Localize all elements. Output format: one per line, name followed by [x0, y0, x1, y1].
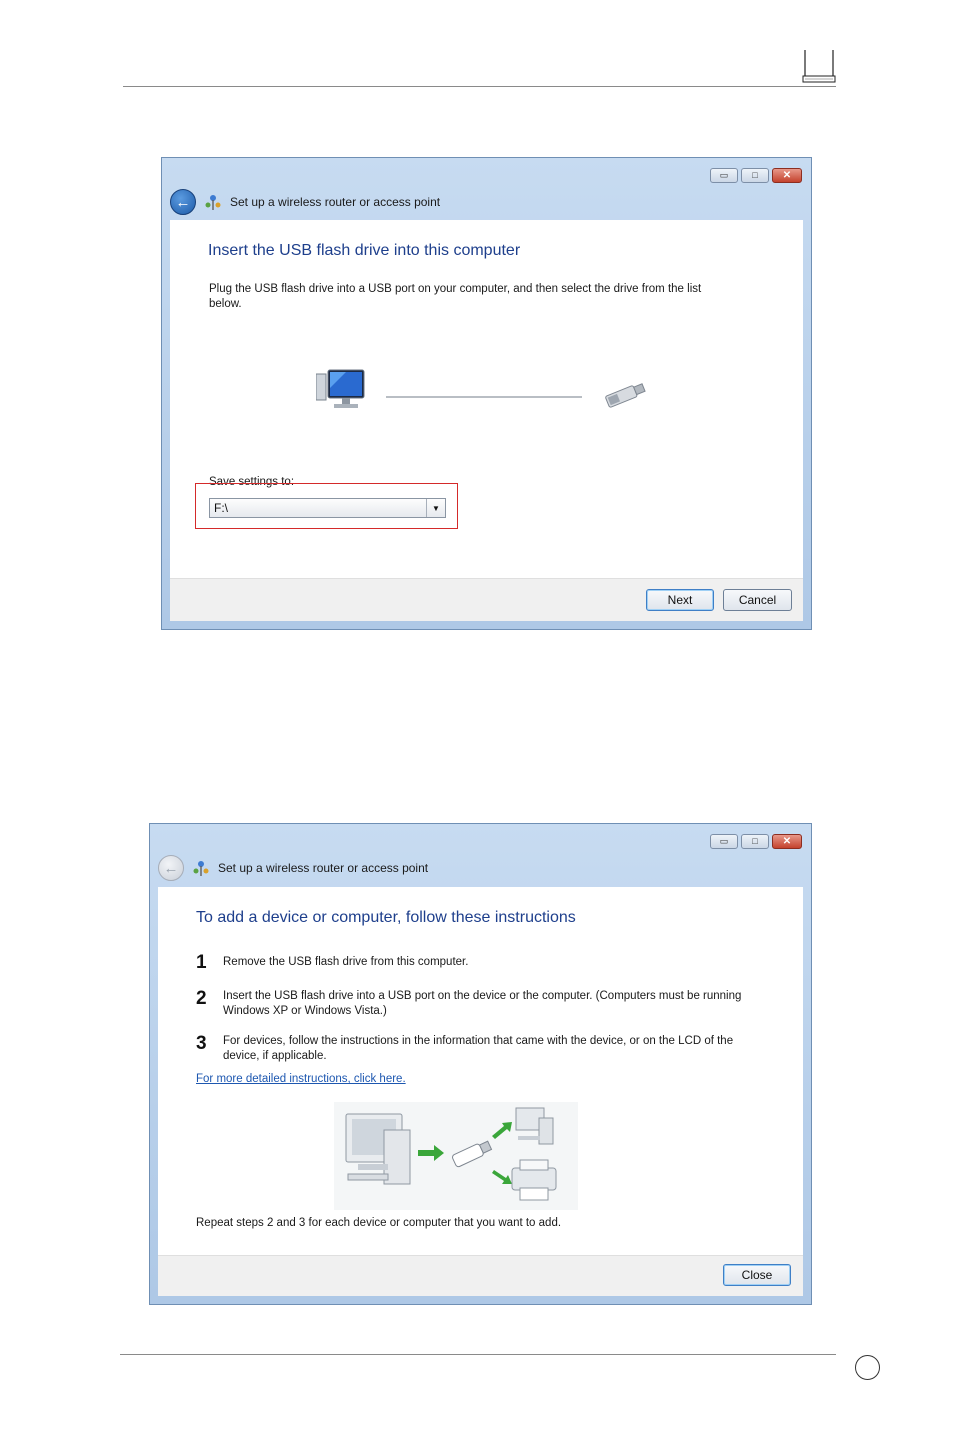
- close-icon[interactable]: ✕: [772, 834, 802, 849]
- connection-line: [386, 396, 582, 398]
- drive-value: F:\: [214, 501, 228, 515]
- back-arrow-icon[interactable]: ←: [170, 189, 196, 215]
- window-controls: [710, 834, 802, 849]
- dialog-footer: [170, 578, 803, 621]
- close-button[interactable]: Close: [723, 1264, 791, 1286]
- minimize-icon[interactable]: ▭: [710, 834, 738, 849]
- desktop-computer-icon: [346, 1114, 410, 1184]
- highlight-box: [195, 483, 458, 529]
- close-icon[interactable]: ✕: [772, 168, 802, 183]
- title-bar: [158, 852, 428, 884]
- network-icon: [204, 193, 222, 211]
- transfer-illustration: [334, 1102, 578, 1210]
- next-button[interactable]: Next: [646, 589, 714, 611]
- step-text: Remove the USB flash drive from this computer.: [223, 956, 469, 968]
- dialog-content: [158, 887, 803, 1257]
- computer-icon: [316, 368, 372, 416]
- window-title: Set up a wireless router or access point: [230, 195, 441, 209]
- window-title: Set up a wireless router or access point: [218, 861, 429, 875]
- usb-dialog-window: [161, 157, 812, 630]
- router-icon: [802, 48, 836, 84]
- save-settings-label: Save settings to:: [209, 476, 295, 488]
- step-text: Insert the USB flash drive into a USB port on the device or the computer. (Computers must be running Windows XP or Windows Vista.): [223, 990, 742, 1017]
- step-text: For devices, follow the instructions in the information that came with the device, or on the LCD of the device, if applicable.: [223, 1035, 734, 1062]
- step-number: 2: [196, 988, 207, 1009]
- repeat-instructions-text: Repeat steps 2 and 3 for each device or computer that you want to add.: [196, 1217, 562, 1229]
- detailed-instructions-link[interactable]: For more detailed instructions, click here.: [196, 1073, 406, 1085]
- chevron-down-icon[interactable]: ▼: [426, 499, 445, 517]
- maximize-icon[interactable]: □: [741, 168, 769, 183]
- usb-drive-icon: [600, 380, 650, 410]
- instructions-dialog-window: [149, 823, 812, 1305]
- page-heading: Insert the USB flash drive into this computer: [208, 242, 521, 259]
- back-arrow-icon[interactable]: ←: [158, 855, 184, 881]
- footer-rule: [120, 1354, 836, 1355]
- cancel-button[interactable]: Cancel: [723, 589, 792, 611]
- dialog-content: [170, 220, 803, 578]
- title-bar: [170, 186, 440, 218]
- page-number-circle: [855, 1355, 880, 1380]
- page-heading: To add a device or computer, follow these instructions: [196, 909, 576, 926]
- dialog-footer: [158, 1255, 803, 1296]
- instructions-text: Plug the USB flash drive into a USB port on your computer, and then select the drive from the list below.: [209, 283, 702, 310]
- maximize-icon[interactable]: □: [741, 834, 769, 849]
- step-number: 1: [196, 952, 207, 973]
- minimize-icon[interactable]: ▭: [710, 168, 738, 183]
- step-number: 3: [196, 1033, 207, 1054]
- header-rule: [123, 86, 836, 87]
- window-controls: [710, 168, 802, 183]
- network-icon: [192, 859, 210, 877]
